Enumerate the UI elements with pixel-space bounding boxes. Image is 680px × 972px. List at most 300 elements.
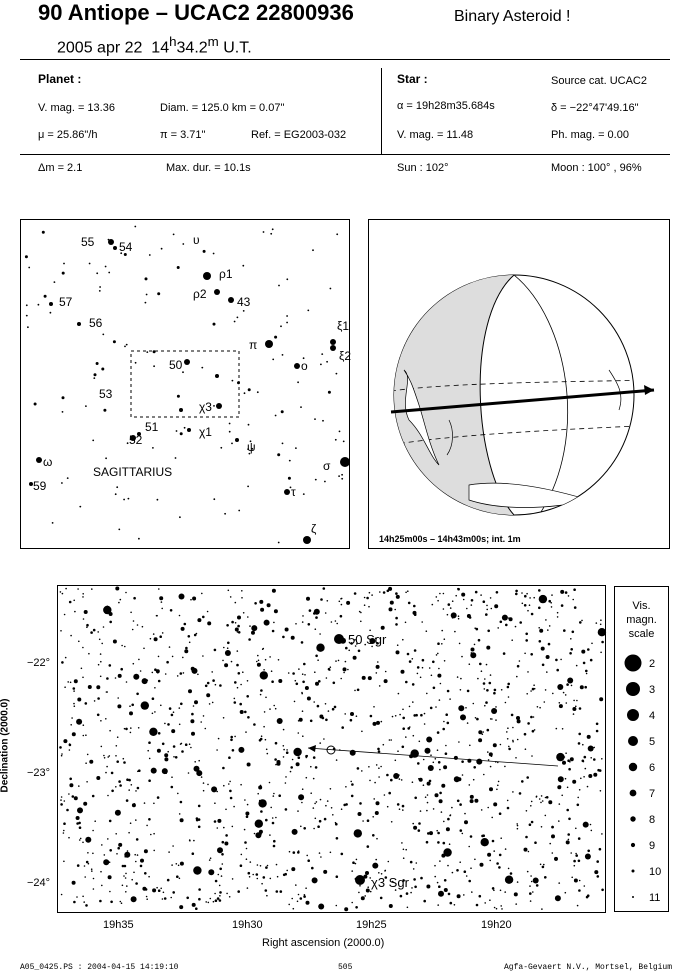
field-star <box>210 857 212 859</box>
field-star <box>260 833 262 835</box>
field-star <box>79 826 82 829</box>
field-star <box>156 887 158 889</box>
field-star <box>86 624 89 627</box>
field-star <box>486 605 488 607</box>
field-star <box>82 596 84 598</box>
finder-star <box>216 403 222 409</box>
field-star <box>384 679 388 683</box>
field-star <box>474 859 476 861</box>
field-star <box>306 855 308 857</box>
field-star <box>423 900 426 903</box>
finder-star <box>187 428 191 432</box>
star-alpha: α = 19h28m35.684s <box>397 100 495 112</box>
field-star <box>409 660 412 663</box>
field-star <box>391 821 393 823</box>
field-star <box>403 849 405 851</box>
field-star <box>418 822 421 825</box>
field-star <box>437 749 439 751</box>
field-star <box>559 704 563 708</box>
field-star <box>580 685 584 689</box>
finder-star <box>135 362 137 364</box>
field-star <box>203 715 205 717</box>
field-star <box>541 647 545 651</box>
field-star <box>305 887 307 889</box>
field-star <box>579 789 581 791</box>
field-star <box>340 615 343 618</box>
finder-star <box>330 345 336 351</box>
field-star <box>156 669 160 673</box>
field-star <box>414 649 417 652</box>
finder-star <box>238 510 240 512</box>
field-star <box>536 884 539 887</box>
field-star <box>88 863 90 865</box>
field-star <box>566 702 568 704</box>
field-star <box>314 671 316 673</box>
field-star <box>471 891 473 893</box>
field-star <box>494 604 498 608</box>
field-star <box>451 807 453 809</box>
finder-label: ω <box>43 455 53 469</box>
field-star <box>73 703 75 705</box>
finder-star <box>146 351 148 353</box>
field-star <box>376 764 378 766</box>
field-star <box>61 755 63 757</box>
field-star <box>278 679 282 683</box>
field-star <box>73 687 76 690</box>
field-star <box>596 860 599 863</box>
field-star <box>85 762 87 764</box>
field-star <box>517 825 519 827</box>
field-star <box>444 888 448 892</box>
field-star <box>395 760 397 762</box>
field-star <box>271 680 274 683</box>
field-star <box>258 660 260 662</box>
field-star <box>213 901 215 903</box>
field-star <box>209 703 211 705</box>
field-star <box>310 720 313 723</box>
field-star <box>285 628 289 632</box>
field-star <box>356 715 358 717</box>
field-star <box>299 718 303 722</box>
field-star <box>454 776 460 782</box>
field-star <box>544 877 546 879</box>
field-star <box>276 890 279 893</box>
field-star <box>480 594 482 596</box>
field-star <box>237 616 241 620</box>
field-star <box>566 809 569 812</box>
field-star <box>341 604 343 606</box>
field-star <box>333 682 336 685</box>
field-star <box>228 783 230 785</box>
field-star <box>583 822 589 828</box>
field-star <box>336 623 338 625</box>
field-star <box>345 786 347 788</box>
finder-star <box>105 457 107 459</box>
field-star <box>469 745 471 747</box>
field-star <box>226 624 229 627</box>
field-star <box>581 650 585 654</box>
field-star <box>549 625 551 627</box>
field-star <box>219 684 222 687</box>
detail-chart <box>57 585 606 913</box>
finder-star <box>289 460 291 462</box>
field-star <box>600 652 602 654</box>
field-star <box>129 711 133 715</box>
field-star <box>533 684 535 686</box>
field-star <box>460 829 463 832</box>
finder-star <box>157 292 160 295</box>
field-star <box>171 729 175 733</box>
field-star <box>309 609 312 612</box>
field-star <box>241 597 243 599</box>
field-star <box>81 668 83 670</box>
field-star <box>115 587 119 591</box>
field-star <box>488 759 490 761</box>
field-star <box>121 645 123 647</box>
field-star <box>152 672 154 674</box>
field-star <box>130 612 132 614</box>
finder-label: ψ <box>247 440 256 454</box>
field-star <box>164 753 168 757</box>
field-star <box>331 807 333 809</box>
field-star <box>137 787 140 790</box>
field-star <box>77 588 79 590</box>
field-star <box>452 600 454 602</box>
field-star <box>295 884 297 886</box>
field-star <box>540 864 542 866</box>
field-star <box>164 723 166 725</box>
field-star <box>312 877 318 883</box>
field-star <box>262 648 264 650</box>
field-star <box>559 803 561 805</box>
field-star <box>85 702 88 705</box>
finder-star <box>295 447 297 449</box>
field-star <box>245 731 247 733</box>
field-star <box>226 893 228 895</box>
field-star <box>517 665 520 668</box>
field-star <box>440 683 442 685</box>
field-star <box>399 808 401 810</box>
field-star <box>433 687 436 690</box>
field-star <box>376 665 380 669</box>
field-star <box>77 807 83 813</box>
field-star <box>93 878 95 880</box>
field-star <box>519 660 521 662</box>
field-star <box>407 907 409 909</box>
field-star <box>439 769 441 771</box>
finder-star <box>272 228 274 230</box>
field-star <box>470 867 472 869</box>
field-star <box>280 890 283 893</box>
field-star <box>259 739 262 742</box>
field-star <box>325 703 327 705</box>
field-star <box>246 858 248 860</box>
star-delta: δ = −22°47'49.16" <box>551 102 639 114</box>
field-star <box>133 597 136 600</box>
field-star <box>272 822 275 825</box>
star-vmag: V. mag. = 11.48 <box>397 129 474 141</box>
field-star <box>409 754 413 758</box>
field-star <box>516 676 518 678</box>
field-star <box>564 756 566 758</box>
field-star <box>601 889 604 892</box>
scale-mag-label: 6 <box>649 762 656 774</box>
field-star <box>493 890 495 892</box>
field-star <box>198 898 201 901</box>
finder-label: 51 <box>145 420 159 434</box>
field-star <box>175 756 178 759</box>
field-star <box>587 735 591 739</box>
field-star <box>291 636 295 640</box>
field-star <box>198 818 201 821</box>
finder-label: 52 <box>129 433 143 447</box>
field-star <box>572 780 576 784</box>
field-star <box>426 630 428 632</box>
field-star <box>474 799 478 803</box>
scale-title-line2: magn. <box>626 614 657 626</box>
scale-mag-label: 9 <box>649 840 656 852</box>
field-star <box>127 850 129 852</box>
field-star <box>428 765 434 771</box>
field-star <box>264 711 266 713</box>
field-star <box>515 590 518 593</box>
field-star <box>449 843 451 845</box>
field-star <box>561 795 563 797</box>
field-star <box>211 786 217 792</box>
field-star <box>443 608 445 610</box>
field-star <box>491 817 493 819</box>
finder-star <box>157 499 159 501</box>
field-star <box>252 874 254 876</box>
field-star <box>350 712 354 716</box>
field-star <box>230 797 233 800</box>
field-star <box>323 738 325 740</box>
field-star <box>507 686 510 689</box>
field-star <box>340 678 342 680</box>
field-star <box>560 590 564 594</box>
field-star <box>551 606 553 608</box>
field-star <box>272 589 276 593</box>
field-star <box>115 786 117 788</box>
date-text: 2005 apr 22 <box>57 39 143 57</box>
field-star <box>567 787 569 789</box>
field-star <box>461 593 465 597</box>
finder-star <box>50 312 52 314</box>
field-star <box>467 690 470 693</box>
finder-star <box>320 364 322 366</box>
field-star <box>551 594 553 596</box>
field-star <box>563 629 566 632</box>
field-star <box>202 616 205 619</box>
field-star <box>511 714 514 717</box>
finder-star <box>286 278 288 280</box>
field-star <box>288 904 290 906</box>
field-star <box>223 717 225 719</box>
field-star <box>151 768 157 774</box>
field-star <box>130 727 132 729</box>
field-star <box>478 738 482 742</box>
field-star <box>86 781 88 783</box>
finder-chart <box>20 219 350 549</box>
field-star <box>254 602 257 605</box>
field-star <box>103 626 105 628</box>
field-star <box>100 871 102 873</box>
scale-dot <box>631 843 635 847</box>
field-star <box>109 730 111 732</box>
field-star <box>217 827 219 829</box>
field-star <box>247 763 251 767</box>
field-star <box>426 885 430 889</box>
field-star <box>219 885 221 887</box>
field-star <box>449 698 451 700</box>
field-star <box>487 729 490 732</box>
field-star <box>439 860 441 862</box>
field-star <box>240 684 242 686</box>
field-star <box>330 666 332 668</box>
finder-star <box>263 231 265 233</box>
field-star <box>498 866 501 869</box>
field-star <box>429 667 431 669</box>
field-star <box>124 646 126 648</box>
field-star <box>395 623 398 626</box>
field-star <box>227 647 229 649</box>
finder-label: ξ2 <box>339 349 352 363</box>
field-star <box>271 670 273 672</box>
field-star <box>502 615 508 621</box>
field-star <box>315 766 318 769</box>
field-star <box>491 718 493 720</box>
field-star <box>496 862 499 865</box>
field-star <box>526 776 529 779</box>
field-star <box>597 875 600 878</box>
finder-label: χ3 <box>199 400 212 414</box>
field-star <box>192 597 196 601</box>
field-star <box>517 881 519 883</box>
field-star <box>283 749 285 751</box>
field-star <box>580 778 582 780</box>
field-star <box>234 698 236 700</box>
field-star <box>480 863 484 867</box>
field-star <box>247 887 249 889</box>
field-star <box>452 617 454 619</box>
field-star <box>100 653 102 655</box>
finder-star <box>203 250 206 253</box>
field-star <box>258 786 262 790</box>
field-star <box>399 778 401 780</box>
field-star <box>327 800 329 802</box>
field-star <box>313 778 315 780</box>
field-star <box>355 906 358 909</box>
field-star <box>239 703 242 706</box>
field-star <box>459 861 461 863</box>
field-star <box>120 599 122 601</box>
field-star <box>207 682 210 685</box>
field-star <box>573 588 576 591</box>
field-star <box>203 782 205 784</box>
field-star <box>306 777 308 779</box>
field-star <box>419 778 423 782</box>
field-star <box>244 841 247 844</box>
field-star <box>587 648 590 651</box>
field-star <box>511 639 513 641</box>
field-star <box>426 841 429 844</box>
field-star <box>457 588 459 590</box>
finder-star <box>36 457 42 463</box>
scale-dot <box>625 655 642 672</box>
field-star <box>269 782 271 784</box>
field-star <box>407 653 410 656</box>
field-star <box>397 803 400 806</box>
finder-star <box>89 263 91 265</box>
field-star <box>269 708 271 710</box>
field-star <box>599 697 603 701</box>
field-star <box>375 811 379 815</box>
field-star <box>317 705 320 708</box>
field-star <box>548 800 552 804</box>
field-star <box>71 717 73 719</box>
field-star <box>294 701 296 703</box>
field-star <box>435 793 439 797</box>
field-star <box>586 673 588 675</box>
field-star <box>142 626 144 628</box>
field-star <box>297 901 299 903</box>
field-star <box>301 802 303 804</box>
field-star <box>582 744 584 746</box>
field-star <box>304 674 306 676</box>
finder-star <box>265 340 273 348</box>
field-star <box>237 650 239 652</box>
field-star <box>546 671 548 673</box>
field-star <box>133 663 135 665</box>
ra-tick-1930: 19h30 <box>232 919 263 931</box>
field-star <box>508 748 511 751</box>
field-star <box>534 688 536 690</box>
field-star <box>172 656 174 658</box>
field-star <box>596 730 599 733</box>
field-star <box>192 903 196 907</box>
field-star <box>341 808 343 810</box>
field-star <box>601 641 604 644</box>
finder-star <box>62 396 65 399</box>
finder-label: σ <box>323 459 331 473</box>
field-star <box>454 904 456 906</box>
finder-star <box>44 295 47 298</box>
field-star <box>362 820 364 822</box>
field-star <box>524 595 527 598</box>
field-star <box>292 829 298 835</box>
field-star <box>108 875 112 879</box>
field-star <box>437 600 439 602</box>
field-star <box>482 834 485 837</box>
field-star <box>517 739 519 741</box>
magnitude-drop: Δm = 2.1 <box>38 162 83 174</box>
field-star <box>417 762 420 765</box>
field-star <box>118 780 121 783</box>
field-star <box>442 728 445 731</box>
field-star <box>70 635 72 637</box>
scale-mag-label: 10 <box>649 866 662 878</box>
field-star <box>229 790 232 793</box>
field-star <box>473 703 475 705</box>
field-star <box>471 652 473 654</box>
field-star <box>310 792 312 794</box>
field-star <box>517 719 521 723</box>
finder-star <box>27 326 29 328</box>
field-star <box>395 592 398 595</box>
field-star <box>359 802 362 805</box>
field-star <box>85 837 91 843</box>
field-star <box>334 706 337 709</box>
